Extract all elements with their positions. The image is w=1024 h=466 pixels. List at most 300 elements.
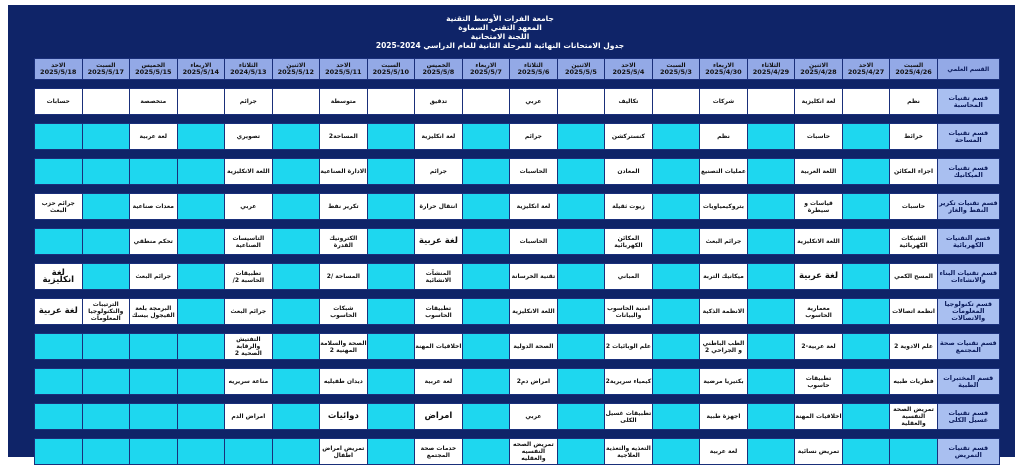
exam-cell [842,264,890,290]
exam-cell [130,369,178,395]
exam-cell [557,229,605,255]
table-row [35,229,1000,255]
exam-cell: جرائم البعث [700,229,748,255]
table-row [35,334,1000,360]
exam-cell [177,369,225,395]
exam-cell: المنشآت الانشائية [415,264,463,290]
exam-cell: تقنية الخرسانة [510,264,558,290]
exam-cell [130,404,178,430]
exam-cell: لغة انكليزية [35,264,83,290]
row-separator [35,290,1000,299]
exam-cell: لغة عربية [795,264,843,290]
exam-cell [557,299,605,325]
day-date: 2025/4/28 [800,68,837,76]
day-date: 2025/4/27 [847,68,885,76]
exam-cell: تمريض نسائية [795,439,843,465]
exam-cell [652,159,700,185]
exam-cell [35,124,83,150]
separator-cell [35,150,1000,159]
exam-cell: لغة عربية [35,299,83,325]
exam-cell: الطب الباطني و الجراحي 2 [700,334,748,360]
exam-cell [177,439,225,465]
exam-cell [747,299,795,325]
day-header [177,59,225,80]
exam-cell [177,299,225,325]
exam-cell [462,229,510,255]
exam-cell: نظم [700,124,748,150]
exam-cell [367,159,415,185]
row-separator [35,185,1000,194]
dept-cell: قسم تقنيات الميكانيك [937,159,999,185]
table-row [35,404,1000,430]
exam-cell: جرائم [510,124,558,150]
exam-cell [842,229,890,255]
exam-cell: كنستركشن [605,124,653,150]
exam-cell [652,124,700,150]
exam-cell [557,334,605,360]
exam-cell: المعادن [605,159,653,185]
exam-cell [272,334,320,360]
dept-header: القسم العلمي [937,59,999,80]
exam-cell [82,264,130,290]
exam-cell [747,439,795,465]
separator-cell [35,80,1000,89]
day-name: الاربعاء [475,62,497,69]
exam-cell: جرائم البعث [225,299,273,325]
exam-cell: الشبكات الكهربائية [890,229,938,255]
exam-cell: حاسبات [890,194,938,220]
table-row [35,264,1000,290]
exam-cell [82,194,130,220]
exam-cell [747,229,795,255]
exam-cell [557,124,605,150]
exam-cell [557,264,605,290]
exam-cell [367,334,415,360]
exam-cell [462,404,510,430]
exam-cell: علم الادوية 2 [890,334,938,360]
exam-cell [557,369,605,395]
exam-cell [747,369,795,395]
day-name: السبت [96,62,116,69]
day-header [795,59,843,80]
exam-cell [177,159,225,185]
exam-cell: عربي [225,194,273,220]
exam-cell [177,194,225,220]
exam-cell [557,89,605,115]
row-separator [35,325,1000,334]
day-date: 2025/5/10 [372,68,410,76]
exam-cell [82,334,130,360]
exam-cell [842,404,890,430]
row-separator [35,430,1000,439]
exam-cell [35,404,83,430]
day-header [557,59,605,80]
row-separator [35,360,1000,369]
row-separator [35,395,1000,404]
exam-cell: تدقيق [415,89,463,115]
dept-cell: قسم تقنيات غسيل الكلى [937,404,999,430]
day-header [462,59,510,80]
exam-cell: لغة عربية [130,124,178,150]
day-date: 2025/5/14 [182,68,220,76]
day-name: الاربعاء [190,62,212,69]
exam-cell [652,264,700,290]
exam-cell: تكرير نفط [320,194,368,220]
exam-cell: تطبيقات الحاسبة 2/ [225,264,273,290]
exam-cell [272,159,320,185]
exam-cell: ميكانيك التربة [700,264,748,290]
separator-cell [35,185,1000,194]
day-header [225,59,273,80]
exam-cell [462,439,510,465]
exam-cell [272,229,320,255]
exam-cell [177,264,225,290]
exam-cell: متوسطة [320,89,368,115]
exam-cell [82,404,130,430]
exam-cell [130,439,178,465]
exam-cell: عربي [510,404,558,430]
separator-cell [35,360,1000,369]
exam-cell: تطبيقات غسيل الكلى [605,404,653,430]
dept-cell: قسم تقنيات البناء والانشاءات [937,264,999,290]
day-name: الاحد [51,62,66,69]
day-date: 2025/5/7 [469,68,502,76]
exam-cell [557,194,605,220]
exam-cell: المباني [605,264,653,290]
exam-cell: اجزاء المكائن [890,159,938,185]
exam-cell [747,194,795,220]
exam-cell [652,334,700,360]
exam-cell: امنية الحاسوب والبيانات [605,299,653,325]
exam-cell [82,159,130,185]
table-row [35,159,1000,185]
exam-cell [842,299,890,325]
exam-cell [82,369,130,395]
day-header [82,59,130,80]
day-header [415,59,463,80]
exam-cell: ديدان طفيليه [320,369,368,395]
exam-cell: لغة عربية-2 [795,334,843,360]
exam-cell [82,229,130,255]
exam-cell [462,369,510,395]
day-name: الاثنين [808,62,829,69]
exam-cell [35,334,83,360]
day-header [510,59,558,80]
separator-cell [35,395,1000,404]
exam-cell [367,299,415,325]
exam-cell [747,124,795,150]
exam-cell [272,264,320,290]
day-date: 2025/5/12 [277,68,315,76]
exam-cell [272,124,320,150]
day-header [890,59,938,80]
day-header [272,59,320,80]
exam-cell [842,124,890,150]
exam-cell [652,194,700,220]
exam-cell: انتقال حرارة [415,194,463,220]
day-name: الثلاثاء [523,62,543,69]
row-separator [35,150,1000,159]
exam-cell: لغة عربية [415,229,463,255]
day-name: الاحد [621,62,636,69]
exam-cell: نظم [890,89,938,115]
day-name: الاثنين [286,62,306,69]
exam-cell [462,264,510,290]
exam-cell: جرائم [225,89,273,115]
exam-cell [272,404,320,430]
exam-cell: تمريض امراض اطفال [320,439,368,465]
exam-cell [462,334,510,360]
exam-cell: المسح الكمي [890,264,938,290]
exam-cell [130,334,178,360]
exam-cell: تصويري [225,124,273,150]
exam-cell: الكترونيك القدرة [320,229,368,255]
day-name: الاحد [858,62,874,69]
institute-name: المعهد التقني السماوة [458,23,542,32]
exam-cell: معدات صناعية [130,194,178,220]
university-name: جامعة الفرات الأوسط التقنية [446,14,554,23]
exam-cell: تكاليف [605,89,653,115]
exam-cell [842,334,890,360]
exam-cell: عمليات التصنيع [700,159,748,185]
exam-cell [652,439,700,465]
exam-cell [82,124,130,150]
day-header [842,59,890,80]
exam-cell: البرمجة بلغة الفيجول بيسك [130,299,178,325]
exam-cell: اخلاقيات المهنة [415,334,463,360]
exam-cell: تطبيقات حاسوب [795,369,843,395]
committee-name: اللجنة الامتحانية [470,32,530,41]
exam-cell [842,369,890,395]
dept-cell: قسم تقنيات المساحة [937,124,999,150]
exam-cell: علم الوبائيات 2 [605,334,653,360]
exam-cell [35,159,83,185]
day-name: الثلاثاء [238,62,258,69]
exam-cell: الصحة الدولية [510,334,558,360]
exam-cell: امراض دم2 [510,369,558,395]
exam-cell [367,89,415,115]
exam-cell: زيوت ثقيلة [605,194,653,220]
exam-cell: الترتيبات والتكنولوجيا المعلومات [82,299,130,325]
exam-cell [842,194,890,220]
dept-cell: قسم تقنيات المحاسبة [937,89,999,115]
exam-cell [177,334,225,360]
row-separator [35,80,1000,89]
exam-cell: امراض [415,404,463,430]
exam-cell [35,369,83,395]
day-date: 2025/4/30 [705,68,742,76]
exam-cell: جرائم البعث [130,264,178,290]
exam-cell [177,229,225,255]
exam-cell: الحاسبات [510,229,558,255]
dept-cell: قسم تكنولوجيا المعلومات والاتصالات [937,299,999,325]
exam-cell: التاسيسات الصناعية [225,229,273,255]
table-row [35,299,1000,325]
exam-cell [367,404,415,430]
exam-cell: تمريض الصحه النفسيه والعقليه [510,439,558,465]
day-date: 2025/4/26 [895,68,932,76]
day-header [367,59,415,80]
exam-cell [747,404,795,430]
exam-cell [747,89,795,115]
exam-cell [557,404,605,430]
exam-cell [367,369,415,395]
dept-cell: قسم المختبرات الطبية [937,369,999,395]
separator-cell [35,290,1000,299]
exam-cell: امراض الدم [225,404,273,430]
exam-cell: تحكم منطقي [130,229,178,255]
day-name: السبت [903,62,924,69]
exam-cell: لغة عربية [700,439,748,465]
exam-cell: التفتيش والرقابة الصحية 2 [225,334,273,360]
day-date: 2025/5/15 [135,68,172,76]
exam-cell [272,89,320,115]
day-header [605,59,653,80]
exam-cell [462,124,510,150]
day-date: 2025/5/11 [325,68,362,76]
exam-cell: خرائط [890,124,938,150]
exam-cell [272,299,320,325]
separator-cell [35,255,1000,264]
exam-cell [747,264,795,290]
exam-cell: حسابات [35,89,83,115]
exam-cell: الحاسبات [510,159,558,185]
day-header [747,59,795,80]
exam-cell: لغة انكليزية [510,194,558,220]
exam-cell: لغة عربية [415,369,463,395]
day-name: الاحد [336,62,351,69]
exam-schedule-table [34,58,1000,465]
exam-cell [747,334,795,360]
exam-cell [35,229,83,255]
exam-cell: جرائم حزب البعث [35,194,83,220]
exam-cell [82,439,130,465]
exam-cell [272,194,320,220]
row-separator [35,115,1000,124]
exam-cell [462,159,510,185]
exam-cell: اللغة العربية [795,159,843,185]
exam-cell [367,439,415,465]
exam-cell: شركات [700,89,748,115]
exam-cell: بتروكيمياويات [700,194,748,220]
day-name: الاثنين [571,62,591,69]
exam-cell: تطبيقات الحاسوب [415,299,463,325]
exam-cell [652,229,700,255]
schedule-title: جدول الامتحانات النهائية للمرحلة الثانية للعام الدراسي 2024-2025 [375,41,625,50]
exam-cell [272,369,320,395]
exam-cell: المساحة /2 [320,264,368,290]
exam-cell [652,369,700,395]
exam-cell [652,404,700,430]
exam-cell [842,89,890,115]
row-separator [35,255,1000,264]
day-date: 2024/5/13 [230,68,267,76]
exam-cell: حاسبات [795,124,843,150]
separator-cell [35,430,1000,439]
exam-cell: شبكات الحاسوب [320,299,368,325]
exam-cell: اللغة الانكليزية [795,229,843,255]
table-row [35,124,1000,150]
exam-cell [272,439,320,465]
exam-cell [842,159,890,185]
day-date: 2025/5/3 [660,68,692,76]
exam-cell [177,404,225,430]
exam-cell [747,159,795,185]
exam-cell [652,89,700,115]
dept-cell: قسم التقنيات الكهربائية [937,229,999,255]
exam-cell: فطريات طبيه [890,369,938,395]
exam-cell [462,89,510,115]
day-date: 2025/5/17 [87,68,124,76]
exam-cell: المكائن الكهربائية [605,229,653,255]
day-name: الخميس [141,62,166,69]
exam-cell [890,439,938,465]
day-date: 2025/5/5 [564,68,597,76]
exam-cell: الادارة الصناعية [320,159,368,185]
exam-cell: عربي [510,89,558,115]
header-row [35,59,1000,80]
exam-cell: الانظمة الذكية [700,299,748,325]
exam-cell: كيمياء سريرية2 [605,369,653,395]
table-row [35,439,1000,465]
exam-cell: قياسات و سيطرة [795,194,843,220]
day-date: 2025/5/4 [612,68,645,76]
exam-cell [652,299,700,325]
dept-cell: قسم تقنيات التمريض [937,439,999,465]
exam-cell: معمارية الحاسوب [795,299,843,325]
separator-cell [35,220,1000,229]
day-header [652,59,700,80]
exam-cell: انظمة اتصالات [890,299,938,325]
day-date: 2025/4/29 [752,68,790,76]
exam-cell: المساحة2 [320,124,368,150]
exam-cell: اخلاقيات المهنة [795,404,843,430]
dept-cell: قسم تقنيات صحة المجتمع [937,334,999,360]
dept-cell: قسم تقنيات تكرير النفط والغاز [937,194,999,220]
exam-cell [842,439,890,465]
day-name: السبت [666,62,686,69]
exam-cell [462,194,510,220]
day-name: الاربعاء [713,62,734,69]
day-header [320,59,368,80]
exam-cell: اللغة الانكليزية [225,159,273,185]
exam-cell [177,89,225,115]
day-date: 2025/5/6 [517,68,550,76]
day-name: السبت [381,62,401,69]
exam-cell [367,264,415,290]
exam-cell: متخصصة [130,89,178,115]
exam-cell [367,194,415,220]
exam-cell: الصحة والسلامة المهنية 2 [320,334,368,360]
day-header [130,59,178,80]
exam-cell [35,439,83,465]
exam-cell: دوائيات [320,404,368,430]
exam-cell: خدمات صحة المجتمع [415,439,463,465]
exam-cell: التغذيه والتغذية العلاجية [605,439,653,465]
day-name: الثلاثاء [761,62,781,69]
exam-cell [225,439,273,465]
exam-cell [462,299,510,325]
table-row [35,369,1000,395]
table-body [35,80,1000,465]
day-header [700,59,748,80]
exam-cell: تمريض الصحة النفسية والعقلية [890,404,938,430]
exam-cell: مناعة سريريه [225,369,273,395]
day-name: الخميس [426,62,451,69]
day-date: 2025/5/18 [40,68,77,76]
exam-cell [367,229,415,255]
exam-cell [557,159,605,185]
